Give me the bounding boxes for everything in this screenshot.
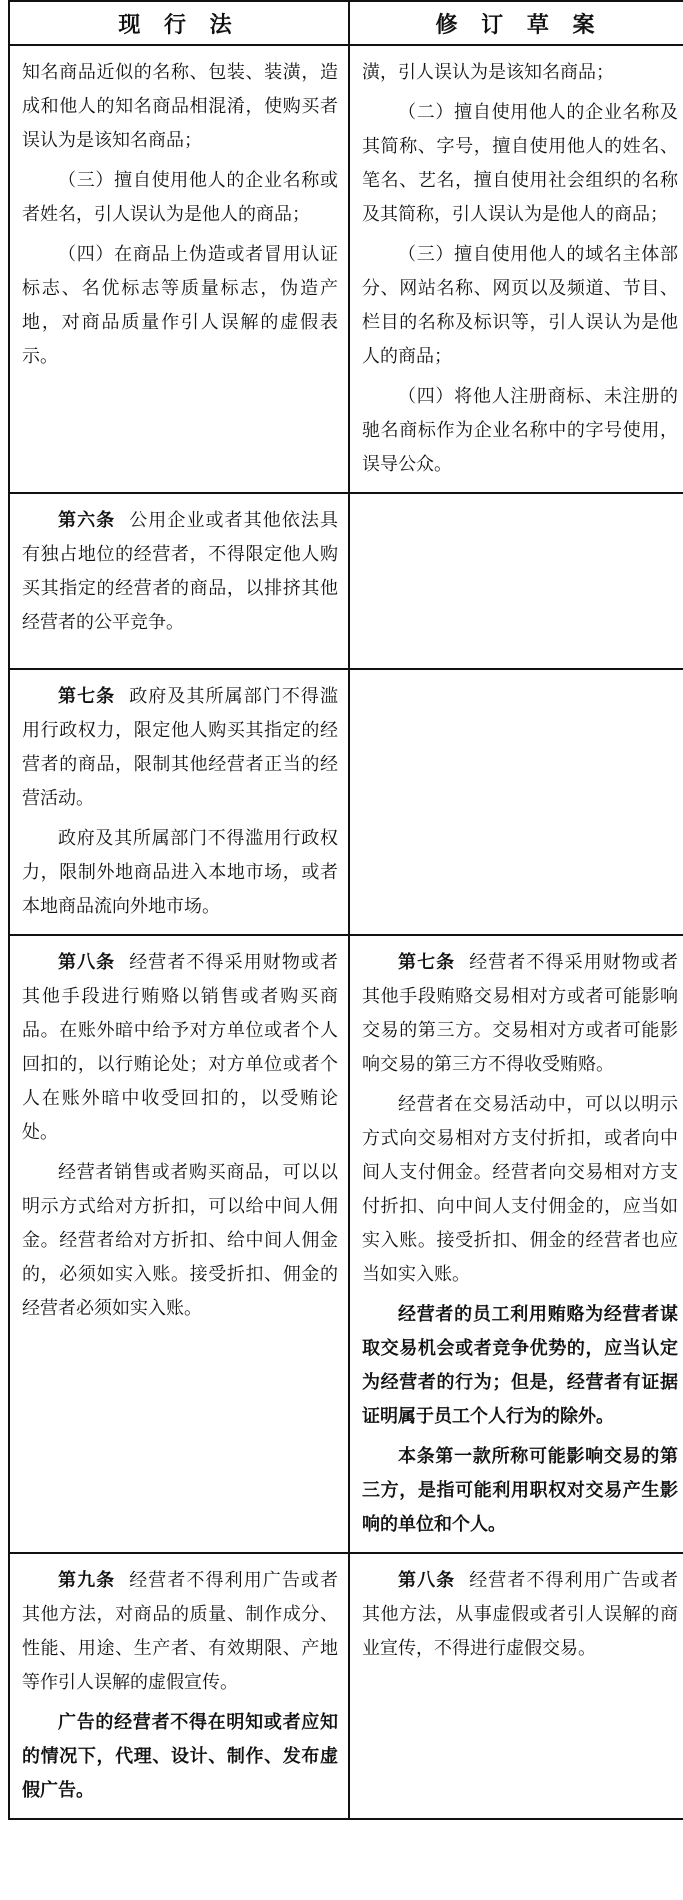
article-text: 政府及其所属部门不得滥用行政权力，限定他人购买其指定的经营者的商品，限制其他经营者正当的经营活动。: [22, 686, 339, 809]
current-law-cell: [9, 935, 349, 1553]
revised-draft-cell-empty: [349, 493, 683, 669]
article-text: 公用企业或者其他依法具有独占地位的经营者，不得限定他人购买其指定的经营者的商品，以排挤其他经营者的公平竞争。: [22, 510, 339, 633]
article-text: 经营者不得采用财物或者其他手段贿赂交易相对方或者可能影响交易的第三方。交易相对方或者可能影响交易的第三方不得收受贿赂。: [362, 952, 679, 1075]
paragraph: （三）擅自使用他人的企业名称或者姓名，引人误认为是他人的商品；: [22, 170, 338, 225]
paragraph: 经营者的员工利用贿赂为经营者谋取交易机会或者竞争优势的，应当认定为经营者的行为；但是，经营者有证据证明属于员工个人行为的除外。: [362, 1304, 678, 1427]
article-title: 第八条: [58, 952, 116, 973]
paragraph: [22, 1564, 338, 1700]
table-row: [9, 935, 683, 1553]
current-law-cell: [9, 45, 349, 493]
article-text: 经营者不得利用广告或者其他方法，对商品的质量、制作成分、性能、用途、生产者、有效期限、产地等作引人误解的虚假宣传。: [22, 1570, 339, 1693]
column-header-revised-draft: 修 订 草 案: [349, 1, 683, 45]
paragraph: 本条第一款所称可能影响交易的第三方，是指可能利用职权对交易产生影响的单位和个人。: [362, 1446, 678, 1535]
table-row: [9, 1553, 683, 1819]
paragraph: 政府及其所属部门不得滥用行政权力，限制外地商品进入本地市场，或者本地商品流向外地市场。: [22, 828, 338, 917]
table-row: [9, 45, 683, 493]
article-title: 第八条: [398, 1570, 456, 1591]
revised-draft-cell: [349, 1553, 683, 1819]
paragraph: [22, 680, 338, 816]
paragraph: 广告的经营者不得在明知或者应知的情况下，代理、设计、制作、发布虚假广告。: [22, 1712, 338, 1801]
article-text: 经营者不得采用财物或者其他手段进行贿赂以销售或者购买商品。在账外暗中给予对方单位或者个人回扣的，以行贿论处；对方单位或者个人在账外暗中收受回扣的，以受贿论处。: [22, 952, 339, 1143]
paragraph: 知名商品近似的名称、包装、装潢，造成和他人的知名商品相混淆，使购买者误认为是该知名商品；: [22, 62, 338, 151]
article-text: 经营者不得利用广告或者其他方法，从事虚假或者引人误解的商业宣传，不得进行虚假交易。: [362, 1570, 679, 1659]
paragraph: 经营者销售或者购买商品，可以以明示方式给对方折扣，可以给中间人佣金。经营者给对方折扣、给中间人佣金的，必须如实入账。接受折扣、佣金的经营者必须如实入账。: [22, 1162, 338, 1319]
table-row: [9, 669, 683, 935]
paragraph: （四）将他人注册商标、未注册的驰名商标作为企业名称中的字号使用，误导公众。: [362, 386, 678, 475]
current-law-cell: [9, 669, 349, 935]
revised-draft-cell: [349, 935, 683, 1553]
comparison-page: [8, 0, 683, 1820]
paragraph: 潢，引人误认为是该知名商品；: [362, 62, 614, 83]
revised-draft-cell-empty: [349, 669, 683, 935]
table-row: [9, 493, 683, 669]
paragraph: （三）擅自使用他人的域名主体部分、网站名称、网页以及频道、节目、栏目的名称及标识等，引人误认为是他人的商品；: [362, 244, 678, 367]
article-title: 第七条: [58, 686, 116, 707]
current-law-cell: [9, 493, 349, 669]
column-header-current-law: 现 行 法: [9, 1, 349, 45]
paragraph: [362, 946, 678, 1082]
current-law-cell: [9, 1553, 349, 1819]
article-title: 第九条: [58, 1570, 116, 1591]
table-header-row: [9, 1, 683, 45]
paragraph: [22, 504, 338, 640]
paragraph: （四）在商品上伪造或者冒用认证标志、名优标志等质量标志，伪造产地，对商品质量作引人误解的虚假表示。: [22, 244, 338, 367]
article-title: 第六条: [58, 510, 116, 531]
paragraph: [22, 946, 338, 1150]
revised-draft-cell: [349, 45, 683, 493]
article-title: 第七条: [398, 952, 456, 973]
paragraph: （二）擅自使用他人的企业名称及其简称、字号，擅自使用他人的姓名、笔名、艺名，擅自使用社会组织的名称及其简称，引人误认为是他人的商品；: [362, 102, 678, 225]
paragraph: 经营者在交易活动中，可以以明示方式向交易相对方支付折扣，或者向中间人支付佣金。经营者向交易相对方支付折扣、向中间人支付佣金的，应当如实入账。接受折扣、佣金的经营者也应当如实入账。: [362, 1094, 678, 1285]
paragraph: [362, 1564, 678, 1666]
law-comparison-table: [8, 0, 683, 1820]
